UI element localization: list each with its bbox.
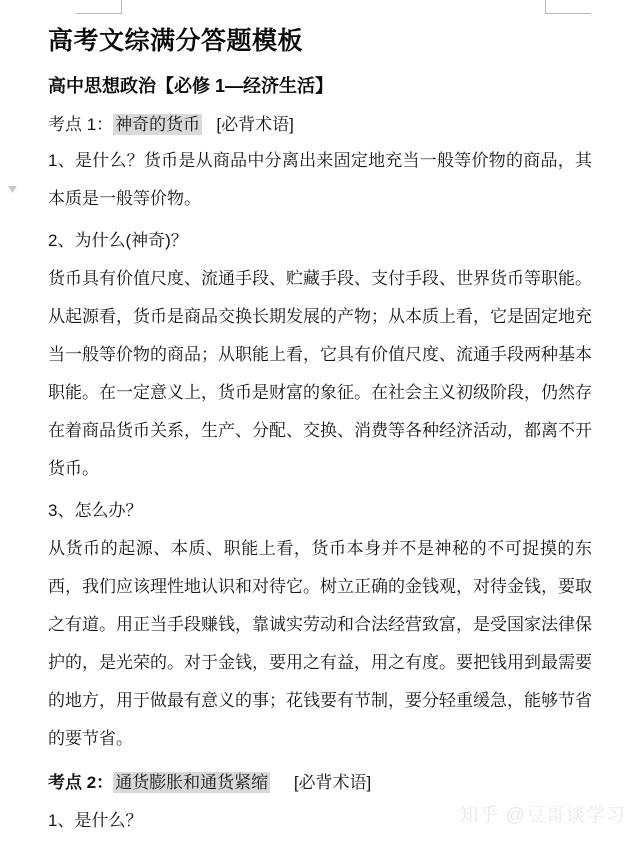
zhihu-watermark: 知乎 @豆哥谈学习	[459, 805, 626, 826]
document-body	[48, 0, 592, 838]
keypoint-heading-1	[48, 110, 592, 140]
keypoint-tag-1: [必背术语]	[216, 115, 294, 134]
keypoint-label-1: 考点 1：	[48, 115, 114, 134]
keypoint-highlight-1: 神奇的货币	[115, 115, 201, 134]
paragraph-s2-b0: 1、是什么？	[48, 811, 143, 830]
keypoint-heading-2	[48, 768, 592, 798]
keypoint-highlight-2: 通货膨胀和通货紧缩	[115, 773, 269, 792]
document-subtitle: 高中思想政治【必修 1—经济生活】	[48, 76, 334, 96]
paragraph-s1-b0: 1、是什么？货币是从商品中分离出来固定地充当一般等价物的商品，其本质是一般等价物。	[48, 151, 592, 208]
paragraph-s1-b4: 从货币的起源、本质、职能上看，货币本身并不是神秘的不可捉摸的东西，我们应该理性地认识和对待它。树立正确的金钱观，对待金钱，要取之有道。用正当手段赚钱，靠诚实劳动和合法经营致富，是受国家法律保护的，是光荣的。对于金钱，要用之有益，用之有度。要把钱用到最需要的地方，用于做最有意义的事；花钱要有节制，要分轻重缓急，能够节省的要节省。	[48, 539, 592, 748]
gutter-tick-marker	[8, 186, 17, 193]
document-title: 高考文综满分答题模板	[48, 27, 304, 55]
paragraph-s1-b1: 2、为什么(神奇)？	[48, 231, 188, 250]
keypoint-label-2: 考点 2：	[48, 773, 114, 792]
keypoint-tag-2: [必背术语]	[293, 773, 372, 792]
paragraph-s1-b2: 货币具有价值尺度、流通手段、贮藏手段、支付手段、世界货币等职能。从起源看，货币是商品交换长期发展的产物；从本质上看，它是固定地充当一般等价物的商品；从职能上看，它具有价值尺度、流通手段两种基本职能。在一定意义上，货币是财富的象征。在社会主义初级阶段，仍然存在着商品货币关系，生产、分配、交换、消费等各种经济活动，都离不开货币。	[48, 269, 592, 478]
paragraph-s1-b3: 3、怎么办？	[48, 501, 143, 520]
